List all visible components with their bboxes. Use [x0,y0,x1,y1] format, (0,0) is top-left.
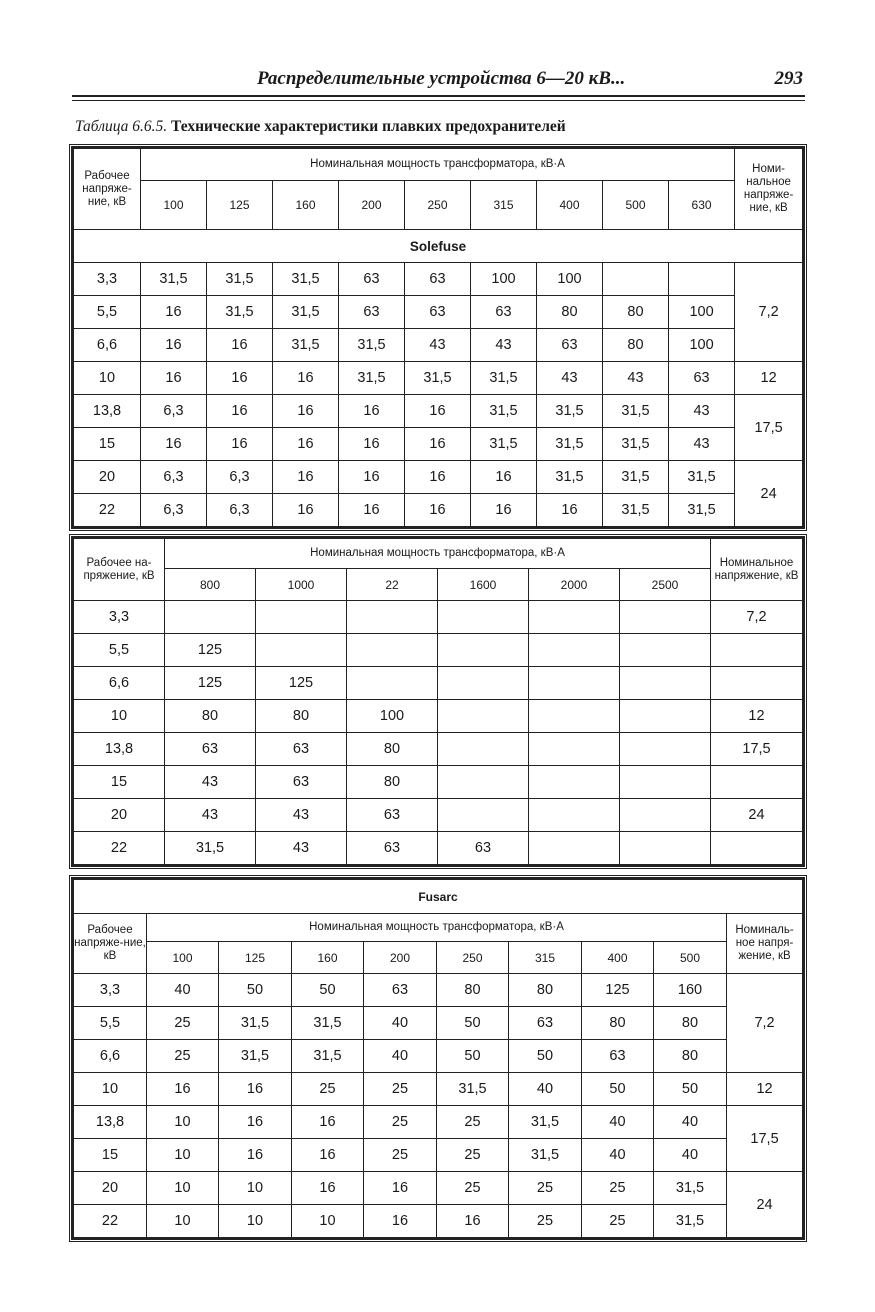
value-cell: 100 [347,700,438,733]
table-row [74,1205,803,1238]
voltage-cell: 22 [74,832,165,865]
value-cell: 25 [147,1007,219,1040]
value-cell: 6,3 [207,494,273,527]
power-header: 250 [405,181,471,230]
value-cell: 31,5 [292,1040,364,1073]
table-row [74,700,803,733]
table-row [74,667,803,700]
value-cell: 16 [437,1205,509,1238]
value-cell: 31,5 [654,1205,727,1238]
voltage-cell: 3,3 [74,601,165,634]
value-cell: 80 [537,296,603,329]
power-header: 500 [654,942,727,974]
section-title-solefuse: Solefuse [74,230,803,263]
value-cell [529,601,620,634]
value-cell: 16 [292,1139,364,1172]
value-cell [620,634,711,667]
value-cell: 6,3 [207,461,273,494]
voltage-cell: 20 [74,799,165,832]
voltage-cell: 20 [74,1172,147,1205]
value-cell: 16 [141,428,207,461]
nominal-voltage-cell [711,832,803,865]
value-cell: 31,5 [273,263,339,296]
value-cell: 31,5 [273,296,339,329]
value-cell: 16 [339,461,405,494]
table-row [74,362,803,395]
value-cell: 40 [364,1007,437,1040]
value-cell: 63 [256,733,347,766]
value-cell: 80 [165,700,256,733]
value-cell: 31,5 [292,1007,364,1040]
table-row [74,263,803,296]
table-row [74,395,803,428]
power-header: 400 [537,181,603,230]
value-cell: 16 [405,395,471,428]
value-cell: 63 [347,832,438,865]
value-cell [529,700,620,733]
table-row [74,1040,803,1073]
value-cell: 16 [273,461,339,494]
header-nominal-voltage: Номи-нальное напряже-ние, кВ [735,149,803,230]
value-cell: 31,5 [537,461,603,494]
value-cell: 16 [141,362,207,395]
value-cell: 16 [471,494,537,527]
value-cell: 25 [437,1172,509,1205]
value-cell: 25 [437,1106,509,1139]
table-row [74,296,803,329]
value-cell: 50 [582,1073,654,1106]
table-caption-number: Таблица 6.6.5. [75,118,168,135]
voltage-cell: 6,6 [74,329,141,362]
power-header: 315 [471,181,537,230]
value-cell: 80 [603,329,669,362]
power-header: 100 [141,181,207,230]
value-cell: 25 [292,1073,364,1106]
value-cell: 16 [364,1205,437,1238]
value-cell: 100 [537,263,603,296]
value-cell: 16 [273,428,339,461]
header-nominal-voltage: Номиналь-ное напря-жение, кВ [727,914,803,974]
power-header: 400 [582,942,654,974]
table-row [74,974,803,1007]
voltage-cell: 15 [74,1139,147,1172]
value-cell: 50 [509,1040,582,1073]
value-cell: 16 [364,1172,437,1205]
value-cell: 100 [471,263,537,296]
voltage-cell: 10 [74,1073,147,1106]
nominal-voltage-cell: 7,2 [727,974,803,1073]
value-cell: 10 [147,1139,219,1172]
value-cell: 31,5 [669,461,735,494]
value-cell: 31,5 [509,1106,582,1139]
header-rule-thin [72,100,805,101]
solefuse-table-frame [71,146,805,529]
value-cell: 10 [292,1205,364,1238]
running-header [72,66,805,94]
header-transformer-power: Номинальная мощность трансформатора, кВ·А [165,539,711,569]
header-operating-voltage: Рабочее напряже-ние, кВ [74,149,141,230]
value-cell: 25 [147,1040,219,1073]
value-cell: 63 [582,1040,654,1073]
power-header: 500 [603,181,669,230]
value-cell: 6,3 [141,395,207,428]
value-cell [620,601,711,634]
header-transformer-power: Номинальная мощность трансформатора, кВ·А [141,149,735,181]
value-cell [620,700,711,733]
value-cell: 31,5 [471,362,537,395]
value-cell [620,733,711,766]
value-cell: 25 [364,1106,437,1139]
value-cell: 16 [273,362,339,395]
power-header: 200 [339,181,405,230]
value-cell: 31,5 [603,428,669,461]
value-cell: 125 [582,974,654,1007]
value-cell: 100 [669,329,735,362]
value-cell: 40 [509,1073,582,1106]
value-cell: 16 [273,494,339,527]
value-cell: 63 [165,733,256,766]
value-cell: 31,5 [165,832,256,865]
table-row [74,766,803,799]
table-row [74,1106,803,1139]
value-cell [603,263,669,296]
value-cell: 16 [141,329,207,362]
voltage-cell: 13,8 [74,395,141,428]
power-header: 200 [364,942,437,974]
value-cell: 125 [165,667,256,700]
nominal-voltage-cell [711,634,803,667]
value-cell: 50 [292,974,364,1007]
nominal-voltage-cell: 12 [711,700,803,733]
value-cell: 80 [654,1007,727,1040]
nominal-voltage-cell: 17,5 [735,395,803,461]
value-cell: 31,5 [207,263,273,296]
value-cell: 80 [582,1007,654,1040]
voltage-cell: 13,8 [74,1106,147,1139]
voltage-cell: 3,3 [74,263,141,296]
voltage-cell: 6,6 [74,667,165,700]
value-cell [529,733,620,766]
nominal-voltage-cell: 24 [711,799,803,832]
value-cell: 40 [654,1106,727,1139]
value-cell: 63 [405,263,471,296]
nominal-voltage-cell: 17,5 [711,733,803,766]
power-header: 1600 [438,569,529,601]
power-header: 125 [219,942,292,974]
table-row [74,1073,803,1106]
nominal-voltage-cell [711,667,803,700]
nominal-voltage-cell: 17,5 [727,1106,803,1172]
header-nominal-voltage: Номинальное напряжение, кВ [711,539,803,601]
value-cell: 31,5 [537,395,603,428]
value-cell: 43 [256,799,347,832]
value-cell: 100 [669,296,735,329]
value-cell: 16 [207,329,273,362]
value-cell: 40 [364,1040,437,1073]
power-header: 250 [437,942,509,974]
value-cell: 16 [207,362,273,395]
value-cell: 43 [256,832,347,865]
value-cell: 16 [339,494,405,527]
value-cell: 160 [654,974,727,1007]
value-cell: 63 [339,263,405,296]
value-cell: 80 [603,296,669,329]
power-header: 160 [292,942,364,974]
value-cell: 43 [471,329,537,362]
power-header: 22 [347,569,438,601]
value-cell: 63 [471,296,537,329]
power-header: 100 [147,942,219,974]
table-row [74,634,803,667]
value-cell: 43 [537,362,603,395]
value-cell: 31,5 [219,1040,292,1073]
voltage-cell: 15 [74,766,165,799]
value-cell: 50 [437,1007,509,1040]
value-cell: 25 [364,1139,437,1172]
value-cell: 63 [405,296,471,329]
value-cell: 31,5 [603,395,669,428]
value-cell: 43 [669,428,735,461]
power-header: 125 [207,181,273,230]
power-header: 1000 [256,569,347,601]
value-cell: 6,3 [141,461,207,494]
table-row [74,733,803,766]
value-cell: 31,5 [141,263,207,296]
table-row [74,1139,803,1172]
value-cell: 10 [147,1106,219,1139]
value-cell: 16 [471,461,537,494]
value-cell: 43 [405,329,471,362]
value-cell: 31,5 [603,461,669,494]
power-header: 630 [669,181,735,230]
fusarc-table-frame [71,877,805,1240]
value-cell: 31,5 [603,494,669,527]
value-cell: 63 [364,974,437,1007]
value-cell: 25 [509,1205,582,1238]
value-cell: 43 [165,799,256,832]
voltage-cell: 6,6 [74,1040,147,1073]
value-cell: 16 [537,494,603,527]
table-row [74,1172,803,1205]
value-cell: 31,5 [219,1007,292,1040]
value-cell: 16 [147,1073,219,1106]
voltage-cell: 13,8 [74,733,165,766]
value-cell [529,634,620,667]
value-cell: 80 [347,766,438,799]
value-cell: 40 [654,1139,727,1172]
value-cell: 50 [654,1073,727,1106]
value-cell: 6,3 [141,494,207,527]
value-cell: 16 [405,494,471,527]
nominal-voltage-cell: 12 [735,362,803,395]
voltage-cell: 20 [74,461,141,494]
value-cell [438,766,529,799]
value-cell: 16 [207,428,273,461]
value-cell [620,832,711,865]
value-cell: 80 [654,1040,727,1073]
voltage-cell: 15 [74,428,141,461]
nominal-voltage-cell: 12 [727,1073,803,1106]
high-power-table [73,538,803,865]
value-cell: 16 [219,1139,292,1172]
table-row [74,799,803,832]
value-cell [438,700,529,733]
value-cell [347,601,438,634]
section-title-fusarc: Fusarc [74,880,803,914]
table-caption-text: Технические характеристики плавких предохранителей [171,118,566,135]
value-cell: 16 [219,1073,292,1106]
power-header: 160 [273,181,339,230]
value-cell: 31,5 [669,494,735,527]
power-header: 800 [165,569,256,601]
value-cell: 125 [165,634,256,667]
voltage-cell: 5,5 [74,1007,147,1040]
value-cell [620,667,711,700]
nominal-voltage-cell: 24 [727,1172,803,1238]
value-cell: 16 [405,428,471,461]
voltage-cell: 22 [74,494,141,527]
value-cell: 40 [582,1139,654,1172]
value-cell: 16 [141,296,207,329]
header-transformer-power: Номинальная мощность трансформатора, кВ·А [147,914,727,942]
value-cell [438,634,529,667]
running-header-title: Распределительные устройства 6—20 кВ... [257,68,626,89]
table-row [74,1007,803,1040]
value-cell: 40 [147,974,219,1007]
value-cell: 63 [347,799,438,832]
value-cell: 16 [292,1106,364,1139]
value-cell [529,667,620,700]
page-number: 293 [774,68,803,89]
table-row [74,601,803,634]
voltage-cell: 5,5 [74,296,141,329]
power-header: 2000 [529,569,620,601]
nominal-voltage-cell [711,766,803,799]
value-cell: 43 [603,362,669,395]
value-cell [438,667,529,700]
value-cell: 80 [509,974,582,1007]
table-row [74,329,803,362]
value-cell: 16 [219,1106,292,1139]
value-cell: 63 [537,329,603,362]
voltage-cell: 5,5 [74,634,165,667]
value-cell: 16 [273,395,339,428]
table-row [74,494,803,527]
value-cell: 25 [509,1172,582,1205]
value-cell [438,733,529,766]
value-cell: 10 [147,1205,219,1238]
value-cell: 16 [292,1172,364,1205]
header-rule-thick [72,95,805,97]
value-cell [347,634,438,667]
value-cell: 50 [219,974,292,1007]
value-cell: 80 [437,974,509,1007]
value-cell: 25 [364,1073,437,1106]
voltage-cell: 10 [74,362,141,395]
nominal-voltage-cell: 7,2 [711,601,803,634]
value-cell: 10 [147,1172,219,1205]
value-cell: 31,5 [339,329,405,362]
value-cell: 63 [438,832,529,865]
value-cell: 63 [509,1007,582,1040]
power-header: 315 [509,942,582,974]
value-cell: 63 [669,362,735,395]
nominal-voltage-cell: 24 [735,461,803,527]
value-cell: 10 [219,1205,292,1238]
value-cell: 43 [165,766,256,799]
value-cell: 16 [339,395,405,428]
voltage-cell: 3,3 [74,974,147,1007]
value-cell [438,799,529,832]
value-cell: 80 [256,700,347,733]
table-row [74,832,803,865]
value-cell: 63 [256,766,347,799]
value-cell: 31,5 [437,1073,509,1106]
table-row [74,461,803,494]
value-cell: 25 [582,1205,654,1238]
value-cell: 63 [339,296,405,329]
table-row [74,428,803,461]
value-cell: 25 [437,1139,509,1172]
value-cell: 31,5 [339,362,405,395]
value-cell: 31,5 [405,362,471,395]
value-cell: 25 [582,1172,654,1205]
value-cell [620,799,711,832]
value-cell: 50 [437,1040,509,1073]
value-cell: 31,5 [537,428,603,461]
value-cell: 40 [582,1106,654,1139]
value-cell: 31,5 [471,395,537,428]
header-operating-voltage: Рабочее напряже-ние, кВ [74,914,147,974]
value-cell [438,601,529,634]
value-cell [256,601,347,634]
voltage-cell: 10 [74,700,165,733]
value-cell: 10 [219,1172,292,1205]
value-cell: 31,5 [471,428,537,461]
value-cell [165,601,256,634]
value-cell: 16 [339,428,405,461]
value-cell: 125 [256,667,347,700]
value-cell: 31,5 [509,1139,582,1172]
fusarc-table [73,879,803,1238]
value-cell [529,832,620,865]
table-caption [75,118,566,136]
value-cell: 80 [347,733,438,766]
value-cell [620,766,711,799]
value-cell [347,667,438,700]
value-cell: 31,5 [654,1172,727,1205]
value-cell: 31,5 [207,296,273,329]
value-cell [256,634,347,667]
high-power-table-frame [71,536,805,867]
power-header: 2500 [620,569,711,601]
value-cell: 16 [207,395,273,428]
value-cell [669,263,735,296]
value-cell: 43 [669,395,735,428]
voltage-cell: 22 [74,1205,147,1238]
value-cell: 31,5 [273,329,339,362]
nominal-voltage-cell: 7,2 [735,263,803,362]
solefuse-table [73,148,803,527]
value-cell: 16 [405,461,471,494]
header-operating-voltage: Рабочее на-пряжение, кВ [74,539,165,601]
value-cell [529,766,620,799]
value-cell [529,799,620,832]
